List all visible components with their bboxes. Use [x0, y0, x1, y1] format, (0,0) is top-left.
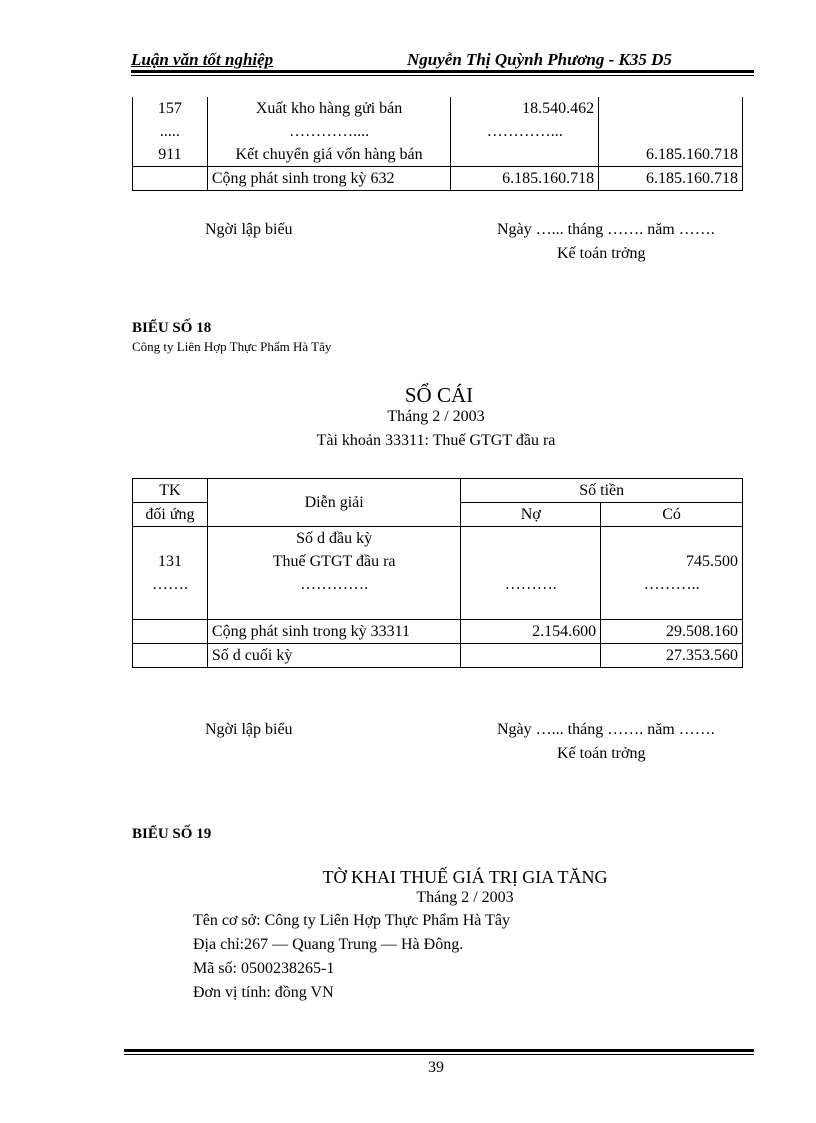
unit-line: Đơn vị tính: đồng VN	[193, 984, 334, 1001]
header-right: Nguyễn Thị Quỳnh Phương - K35 D5	[407, 50, 672, 69]
header-rule	[131, 70, 754, 73]
header-rule-thin	[131, 75, 754, 76]
desc-cell: Xuất kho hàng gửi bán	[207, 97, 450, 120]
header-left: Luận văn tốt nghiệp	[131, 50, 274, 69]
tk-cell: .....	[133, 120, 208, 143]
closing-credit: 27.353.560	[601, 644, 743, 668]
table-row	[133, 550, 743, 573]
sum-credit: 6.185.160.718	[599, 167, 743, 191]
ledger-table-632	[132, 97, 743, 191]
preparer-label: Ngời lập biểu	[205, 221, 293, 238]
ledger-month: Tháng 2 / 2003	[387, 408, 485, 425]
tk-header-2: đối ứng	[133, 503, 208, 527]
credit-cell	[599, 97, 743, 120]
tk-cell: 157	[133, 97, 208, 120]
tax-code-line: Mã số: 0500238265-1	[193, 960, 335, 977]
closing-row	[133, 644, 743, 668]
chief-accountant-label-2: Kế toán trởng	[557, 745, 646, 762]
tk-cell: 131	[133, 550, 208, 573]
credit-cell: 6.185.160.718	[599, 143, 743, 167]
table-row	[133, 97, 743, 120]
credit-header: Có	[601, 503, 743, 527]
desc-cell: …………....	[207, 120, 450, 143]
vat-declaration-month: Tháng 2 / 2003	[416, 889, 514, 906]
table-row	[133, 527, 743, 551]
table-row	[133, 143, 743, 167]
date-line-2: Ngày …... tháng ……. năm …….	[497, 721, 715, 738]
footer-rule-thin	[124, 1054, 754, 1055]
desc-cell: ………….	[207, 573, 460, 596]
tk-header: TK	[133, 479, 208, 503]
page-number: 39	[428, 1059, 444, 1076]
sum-label: Cộng phát sinh trong kỳ 632	[207, 167, 450, 191]
closing-label: Số d cuối kỳ	[207, 644, 460, 668]
desc-cell: Số d đầu kỳ	[207, 527, 460, 551]
header-row	[133, 479, 743, 503]
closing-debit	[461, 644, 601, 668]
tk-cell	[133, 167, 208, 191]
sum-label: Cộng phát sinh trong kỳ 33311	[207, 620, 460, 644]
chief-accountant-label: Kế toán trởng	[557, 245, 646, 262]
sum-credit: 29.508.160	[601, 620, 743, 644]
date-line: Ngày …... tháng ……. năm …….	[497, 221, 715, 238]
table-row	[133, 120, 743, 143]
debit-cell	[461, 527, 601, 551]
form-number-18: BIỂU SỐ 18	[132, 320, 212, 336]
debit-header: Nợ	[461, 503, 601, 527]
sum-row	[133, 620, 743, 644]
ledger-account: Tài khoản 33311: Thuế GTGT đầu ra	[316, 432, 556, 449]
credit-cell: ………..	[601, 573, 743, 596]
amount-header: Số tiền	[461, 479, 743, 503]
ledger-table-33311	[132, 478, 743, 668]
address-line: Địa chỉ:267 — Quang Trung — Hà Đông.	[193, 936, 464, 953]
sum-debit: 6.185.160.718	[451, 167, 599, 191]
company-name: Công ty Liên Hợp Thực Phẩm Hà Tây	[132, 339, 332, 354]
credit-cell: 745.500	[601, 550, 743, 573]
ledger-title: SỔ CÁI	[404, 383, 474, 407]
debit-cell	[461, 550, 601, 573]
tk-cell: …….	[133, 573, 208, 596]
credit-cell	[599, 120, 743, 143]
sum-debit: 2.154.600	[461, 620, 601, 644]
desc-cell: Kết chuyển giá vốn hàng bán	[207, 143, 450, 167]
debit-cell	[451, 143, 599, 167]
desc-cell: Thuế GTGT đầu ra	[207, 550, 460, 573]
debit-cell: …………...	[451, 120, 599, 143]
vat-declaration-title: TỜ KHAI THUẾ GIÁ TRỊ GIA TĂNG	[322, 867, 608, 887]
table-row	[133, 573, 743, 596]
sum-row	[133, 167, 743, 191]
debit-cell: 18.540.462	[451, 97, 599, 120]
debit-cell: ……….	[461, 573, 601, 596]
form-number-19: BIỂU SỐ 19	[132, 826, 212, 842]
spacer-row	[133, 596, 743, 620]
tk-cell: 911	[133, 143, 208, 167]
establishment-name: Tên cơ sở: Công ty Liên Hợp Thực Phẩm Hà Tây	[193, 912, 510, 929]
tk-cell	[133, 527, 208, 551]
desc-header: Diễn giải	[207, 479, 460, 527]
credit-cell	[601, 527, 743, 551]
footer-rule	[124, 1049, 754, 1052]
preparer-label-2: Ngời lập biểu	[205, 721, 293, 738]
